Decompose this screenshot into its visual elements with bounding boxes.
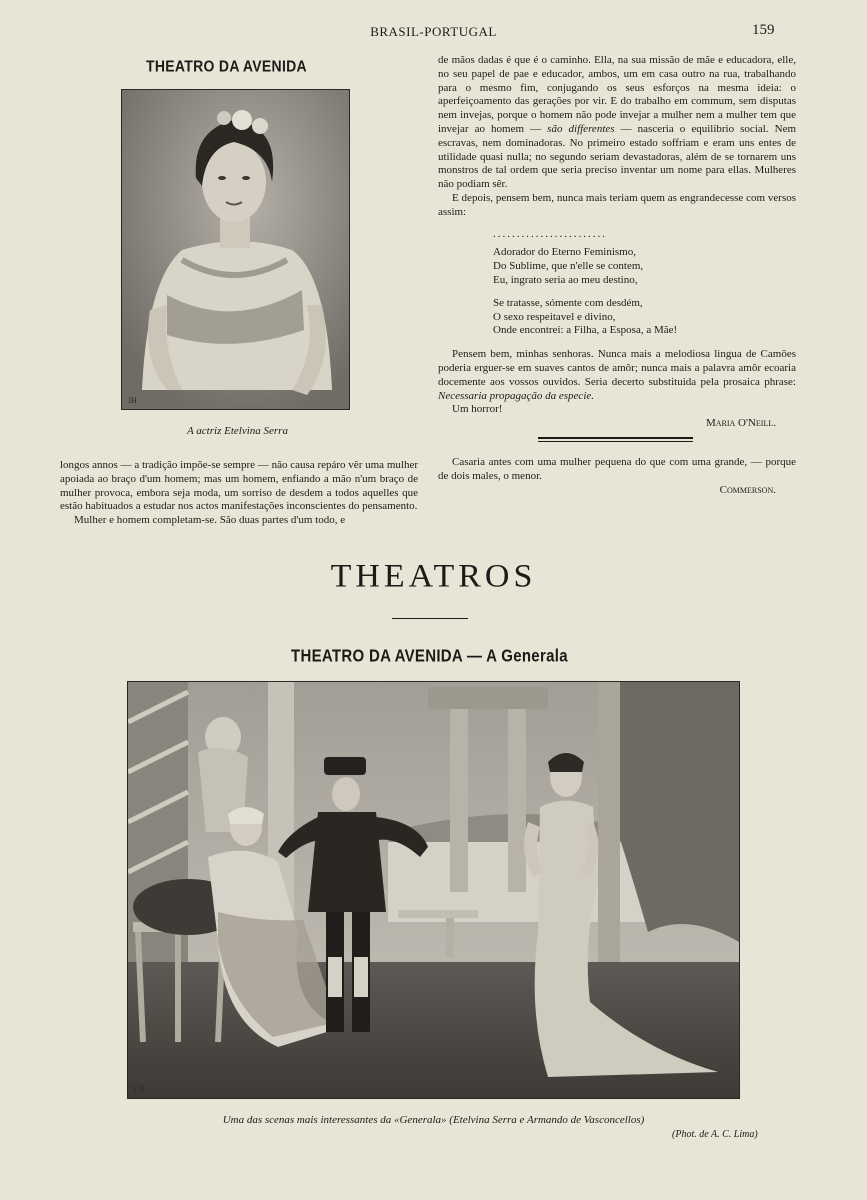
scene-monogram: J.N. <box>134 1084 147 1093</box>
right-paragraph-3 <box>438 348 796 403</box>
section-title: THEATROS <box>330 558 537 595</box>
title-rule <box>392 618 468 619</box>
paragraph-text: de mãos dadas é que é o caminho. Ella, na sua missão de mãe e educadora, elle, no seu papel de pae e educador, ambos, um em casa outro na rua, trabalhando para o mesmo fim, conjugando os seus esforços na mesma ideia: o aperfeiçoamento das gerações por vir. E do trabalho em commum, sem disputas nem invejas, porque o homem não pode invejar a mulher nem a mulher tem que invejar ao homem — <box>438 54 796 135</box>
poem-line: O sexo respeitavel e divino, <box>493 310 616 323</box>
right-paragraph-1 <box>438 54 796 192</box>
theatre-heading: THEATRO DA AVENIDA <box>146 56 307 76</box>
author-signature: Maria O'Neill. <box>705 417 776 430</box>
emphasis-text: Necessaria propagação da especie. <box>438 389 595 402</box>
portrait-caption: A actriz Etelvina Serra <box>187 425 288 437</box>
right-paragraph-4: Um horror! <box>452 403 503 416</box>
paragraph-text: Pensem bem, minhas senhoras. Nunca mais a melodiosa lingua de Camões poderia erguer-se em suaves cantos de amôr; nunca mais a palavra amôr ecoaria docemente aos vossos ouvidos. Seria decerto substituida pela prosaica phrase: <box>438 348 796 388</box>
page-number: 159 <box>752 22 775 38</box>
photo-credit: (Phot. de A. C. Lima) <box>672 1129 758 1140</box>
poem <box>493 228 796 339</box>
left-paragraph-2: Mulher e homem completam-se. São duas partes d'um todo, e <box>74 514 346 527</box>
scene-illustration <box>128 682 739 1098</box>
poem-line: Do Sublime, que n'elle se contem, <box>493 260 644 273</box>
portrait-illustration <box>122 90 349 409</box>
paragraph-text: — nasceria o equilibrio social. Nem escravas, nem dominadoras. No primeiro estado soffriam e eram uns entes de utilidade quasi nulla; no segundo seriam devastadoras, além de se tornarem uns monstros de tal ordem que seria preciso inventar um nome para ellas. Mulheres não podiam sêr. <box>438 122 797 191</box>
actress-portrait-photo <box>121 89 350 410</box>
aphorism: Casaria antes com uma mulher pequena do que com uma grande, — porque de dois males, o menor. <box>438 455 796 482</box>
running-title: BRASIL-PORTUGAL <box>370 24 497 39</box>
double-rule-divider <box>538 437 693 442</box>
poem-line: Adorador do Eterno Feminismo, <box>493 246 636 259</box>
portrait-monogram: JH <box>128 396 137 405</box>
stage-scene-photo <box>127 681 740 1099</box>
poem-line: Eu, ingrato seria ao meu destino, <box>493 273 638 286</box>
poem-line: Se tratasse, sómente com desdém, <box>493 296 643 309</box>
poem-line: Onde encontrei: a Filha, a Esposa, a Mãe! <box>493 324 678 337</box>
scene-caption: Uma das scenas mais interessantes da «Generala» (Etelvina Serra e Armando de Vasconcellos) <box>222 1114 645 1126</box>
poem-ellipsis: ........................ <box>493 227 607 240</box>
right-text-column <box>438 54 796 497</box>
left-text-column <box>60 459 418 528</box>
right-paragraph-2: E depois, pensem bem, nunca mais teriam quem as engrandecesse com versos assim: <box>438 191 796 218</box>
left-paragraph-1: longos annos — a tradição impõe-se sempre — não causa repáro vêr uma mulher apoiada ao braço d'um homem; mas um homem, enfiando a mão n'um braço de mulher provoca, embora seja moda, um sorriso de desdem a todos aquelles que estão habituados a estudar nos actos manifestações inconscientes do pensamento. <box>60 459 418 513</box>
emphasis-text: são differentes <box>547 122 615 135</box>
section-subheading: THEATRO DA AVENIDA — A Generala <box>291 646 568 667</box>
aphorism-signature: Commerson. <box>719 483 776 496</box>
